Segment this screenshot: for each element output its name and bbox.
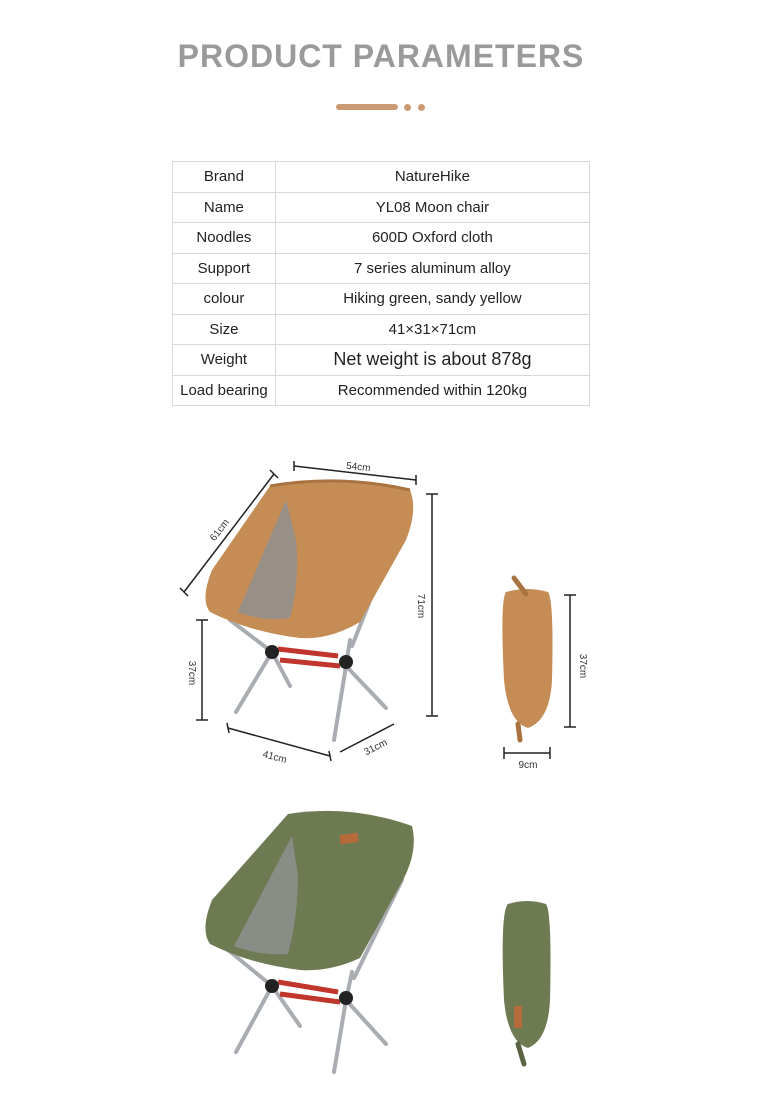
page-title: PRODUCT PARAMETERS [177,38,585,74]
dim-bag-width: 9cm [518,760,538,771]
table-row [173,345,590,376]
param-value: YL08 Moon chair [275,192,589,223]
dim-base-width: 41cm [261,749,288,767]
table-row [173,375,590,406]
dim-back-depth: 61cm [208,517,232,544]
table-row [173,162,590,193]
dim-bag-length: 37cm [577,653,588,679]
param-label: Size [173,314,276,345]
param-value: 41×31×71cm [275,314,589,345]
sandy-storage-bag [502,589,552,728]
param-label: Load bearing [173,375,276,406]
table-row [173,192,590,223]
param-label: Name [173,192,276,223]
dim-seat-height: 37cm [186,660,197,686]
green-chair-illustration [0,800,762,1090]
param-label: Support [173,253,276,284]
dimension-diagram [0,440,762,780]
sandy-chair-fabric [205,481,413,638]
param-value: Net weight is about 878g [275,345,589,376]
parameters-table [172,161,590,406]
param-value: Hiking green, sandy yellow [275,284,589,315]
param-value: NatureHike [275,162,589,193]
dim-height: 71cm [415,593,426,619]
param-label: Weight [173,345,276,376]
table-row [173,314,590,345]
param-label: Brand [173,162,276,193]
table-row [173,284,590,315]
title-ornament [336,103,436,111]
dim-base-depth: 31cm [362,737,390,759]
param-label: colour [173,284,276,315]
param-value: Recommended within 120kg [275,375,589,406]
dim-seat-width: 54cm [345,460,371,475]
param-value: 600D Oxford cloth [275,223,589,254]
param-label: Noodles [173,223,276,254]
table-row [173,253,590,284]
param-value: 7 series aluminum alloy [275,253,589,284]
table-row [173,223,590,254]
